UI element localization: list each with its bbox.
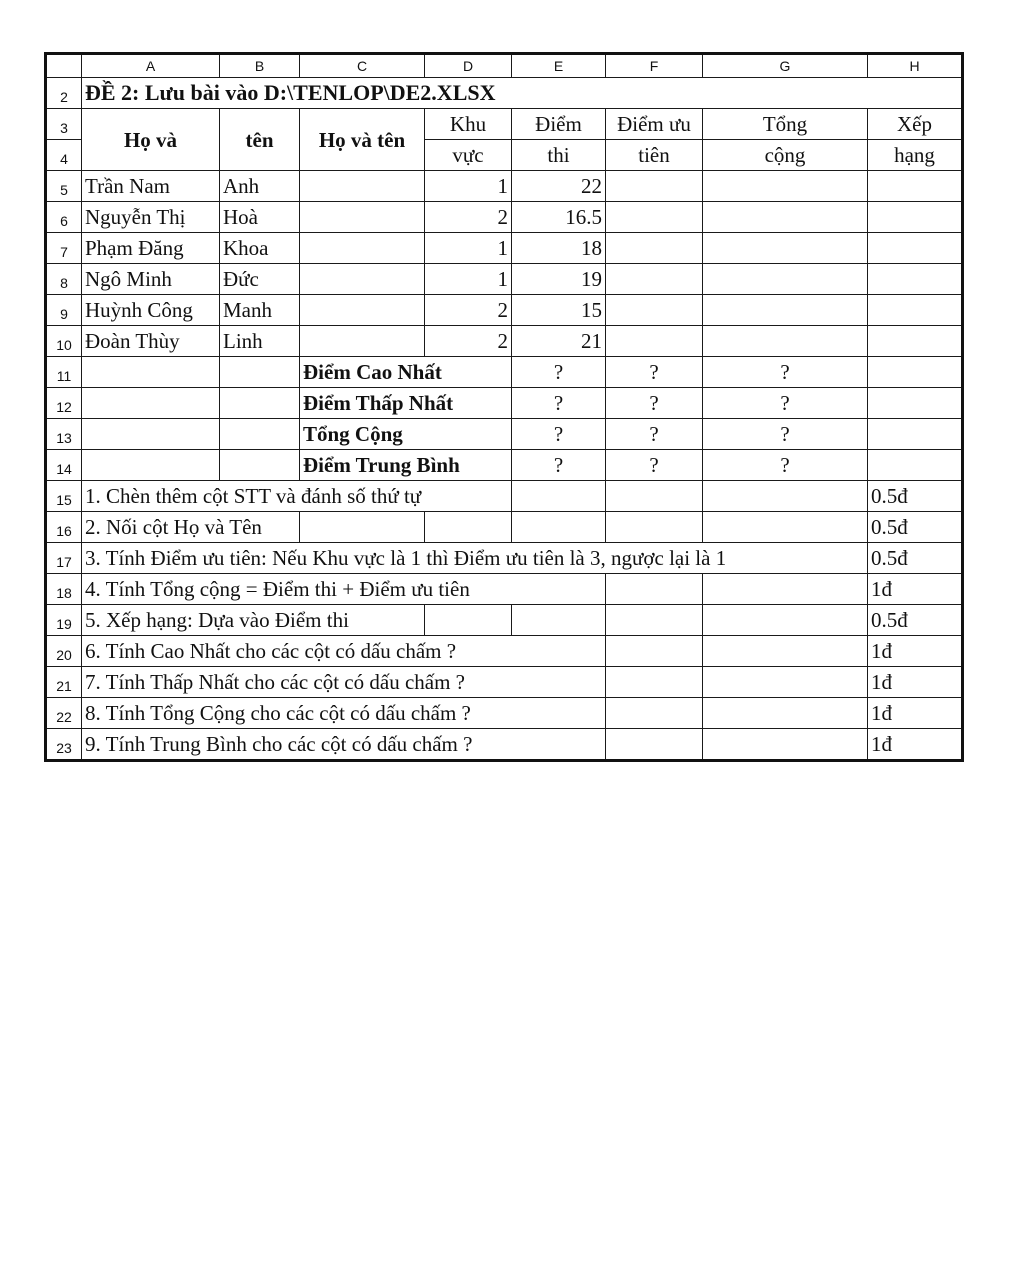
cell-ten[interactable]: Linh xyxy=(220,326,300,357)
task-score[interactable]: 1đ xyxy=(868,636,963,667)
stats-g-value[interactable]: ? xyxy=(703,388,868,419)
empty-cell[interactable] xyxy=(606,667,703,698)
task-row xyxy=(46,481,963,512)
column-header-a[interactable]: A xyxy=(82,54,220,78)
empty-cell[interactable] xyxy=(82,419,220,450)
task-row xyxy=(46,698,963,729)
row-number[interactable]: 6 xyxy=(46,202,82,233)
column-header-f[interactable]: F xyxy=(606,54,703,78)
cell-xep-hang[interactable] xyxy=(868,264,963,295)
task-row xyxy=(46,729,963,761)
task-score[interactable]: 1đ xyxy=(868,698,963,729)
cell-xep-hang[interactable] xyxy=(868,295,963,326)
empty-cell[interactable] xyxy=(703,512,868,543)
empty-cell[interactable] xyxy=(606,698,703,729)
empty-cell[interactable] xyxy=(512,605,606,636)
task-text[interactable]: 8. Tính Tổng Cộng cho các cột có dấu chấm ? xyxy=(82,698,606,729)
cell-ten[interactable]: Hoà xyxy=(220,202,300,233)
header-tong[interactable]: Tổng xyxy=(703,109,868,140)
empty-cell[interactable] xyxy=(82,357,220,388)
stats-g-value[interactable]: ? xyxy=(703,357,868,388)
cell-tong-cong[interactable] xyxy=(703,326,868,357)
column-header-row xyxy=(46,54,963,78)
stats-label[interactable]: Điểm Trung Bình xyxy=(300,450,512,481)
task-text[interactable]: 6. Tính Cao Nhất cho các cột có dấu chấm ? xyxy=(82,636,606,667)
column-header-d[interactable]: D xyxy=(425,54,512,78)
stats-f-value[interactable]: ? xyxy=(606,388,703,419)
empty-cell[interactable] xyxy=(868,419,963,450)
empty-cell[interactable] xyxy=(703,698,868,729)
student-row xyxy=(46,171,963,202)
empty-cell[interactable] xyxy=(606,636,703,667)
task-score[interactable]: 0.5đ xyxy=(868,543,963,574)
cell-ten[interactable]: Anh xyxy=(220,171,300,202)
empty-cell[interactable] xyxy=(512,481,606,512)
header-xep[interactable]: Xếp xyxy=(868,109,963,140)
empty-cell[interactable] xyxy=(606,574,703,605)
stats-row xyxy=(46,419,963,450)
cell-tong-cong[interactable] xyxy=(703,295,868,326)
header-row-1 xyxy=(46,109,963,140)
stats-g-value[interactable]: ? xyxy=(703,419,868,450)
stats-label[interactable]: Tổng Cộng xyxy=(300,419,512,450)
header-tien[interactable]: tiên xyxy=(606,140,703,171)
cell-ho-va-ten[interactable] xyxy=(300,171,425,202)
task-score[interactable]: 1đ xyxy=(868,667,963,698)
column-header-e[interactable]: E xyxy=(512,54,606,78)
sheet-title[interactable]: ĐỀ 2: Lưu bài vào D:\TENLOP\DE2.XLSX xyxy=(82,78,963,109)
row-number[interactable]: 15 xyxy=(46,481,82,512)
stats-g-value[interactable]: ? xyxy=(703,450,868,481)
cell-ho-va-ten[interactable] xyxy=(300,326,425,357)
header-cong[interactable]: cộng xyxy=(703,140,868,171)
task-text[interactable]: 7. Tính Thấp Nhất cho các cột có dấu chấm ? xyxy=(82,667,606,698)
spreadsheet-table xyxy=(44,52,964,762)
cell-xep-hang[interactable] xyxy=(868,171,963,202)
stats-f-value[interactable]: ? xyxy=(606,450,703,481)
cell-tong-cong[interactable] xyxy=(703,233,868,264)
stats-e-value[interactable]: ? xyxy=(512,419,606,450)
row-number[interactable]: 20 xyxy=(46,636,82,667)
cell-tong-cong[interactable] xyxy=(703,171,868,202)
empty-cell[interactable] xyxy=(703,481,868,512)
task-score[interactable]: 0.5đ xyxy=(868,512,963,543)
cell-ho-va-ten[interactable] xyxy=(300,295,425,326)
row-number[interactable]: 9 xyxy=(46,295,82,326)
cell-diem-thi[interactable]: 15 xyxy=(512,295,606,326)
task-text[interactable]: 1. Chèn thêm cột STT và đánh số thứ tự xyxy=(82,481,512,512)
stats-row xyxy=(46,357,963,388)
task-text[interactable]: 5. Xếp hạng: Dựa vào Điểm thi xyxy=(82,605,425,636)
empty-cell[interactable] xyxy=(606,481,703,512)
row-number[interactable]: 13 xyxy=(46,419,82,450)
row-number[interactable]: 11 xyxy=(46,357,82,388)
header-diem[interactable]: Điểm xyxy=(512,109,606,140)
student-row xyxy=(46,233,963,264)
header-ho-va-ten[interactable]: Họ và tên xyxy=(300,109,425,171)
cell-khu-vuc[interactable]: 2 xyxy=(425,295,512,326)
column-header-g[interactable]: G xyxy=(703,54,868,78)
stats-row xyxy=(46,388,963,419)
task-row xyxy=(46,574,963,605)
row-number[interactable]: 2 xyxy=(46,78,82,109)
corner-cell[interactable] xyxy=(46,54,82,78)
cell-khu-vuc[interactable]: 2 xyxy=(425,326,512,357)
row-number[interactable]: 4 xyxy=(46,140,82,171)
cell-khu-vuc[interactable]: 2 xyxy=(425,202,512,233)
empty-cell[interactable] xyxy=(512,512,606,543)
empty-cell[interactable] xyxy=(300,512,425,543)
cell-ho-va-ten[interactable] xyxy=(300,264,425,295)
task-score[interactable]: 0.5đ xyxy=(868,481,963,512)
task-score[interactable]: 0.5đ xyxy=(868,605,963,636)
task-row xyxy=(46,636,963,667)
header-ho-va[interactable]: Họ và xyxy=(82,109,220,171)
header-ten[interactable]: tên xyxy=(220,109,300,171)
empty-cell[interactable] xyxy=(868,357,963,388)
empty-cell[interactable] xyxy=(868,450,963,481)
cell-tong-cong[interactable] xyxy=(703,202,868,233)
empty-cell[interactable] xyxy=(868,388,963,419)
column-header-h[interactable]: H xyxy=(868,54,963,78)
task-text[interactable]: 9. Tính Trung Bình cho các cột có dấu chấm ? xyxy=(82,729,606,761)
cell-khu-vuc[interactable]: 1 xyxy=(425,233,512,264)
task-row xyxy=(46,543,963,574)
row-number[interactable]: 5 xyxy=(46,171,82,202)
cell-ten[interactable]: Đức xyxy=(220,264,300,295)
header-hang[interactable]: hạng xyxy=(868,140,963,171)
cell-ten[interactable]: Khoa xyxy=(220,233,300,264)
row-number[interactable]: 12 xyxy=(46,388,82,419)
cell-ho-va-ten[interactable] xyxy=(300,233,425,264)
task-row xyxy=(46,512,963,543)
student-row xyxy=(46,326,963,357)
empty-cell[interactable] xyxy=(606,512,703,543)
task-score[interactable]: 1đ xyxy=(868,729,963,761)
title-row xyxy=(46,78,963,109)
row-number[interactable]: 23 xyxy=(46,729,82,761)
row-number[interactable]: 3 xyxy=(46,109,82,140)
student-row xyxy=(46,202,963,233)
cell-diem-thi[interactable]: 22 xyxy=(512,171,606,202)
empty-cell[interactable] xyxy=(425,512,512,543)
task-row xyxy=(46,605,963,636)
cell-diem-thi[interactable]: 18 xyxy=(512,233,606,264)
cell-diem-uu-tien[interactable] xyxy=(606,295,703,326)
task-score[interactable]: 1đ xyxy=(868,574,963,605)
row-number[interactable]: 8 xyxy=(46,264,82,295)
cell-diem-uu-tien[interactable] xyxy=(606,233,703,264)
student-row xyxy=(46,295,963,326)
cell-tong-cong[interactable] xyxy=(703,264,868,295)
empty-cell[interactable] xyxy=(220,450,300,481)
cell-xep-hang[interactable] xyxy=(868,202,963,233)
row-number[interactable]: 18 xyxy=(46,574,82,605)
task-text[interactable]: 3. Tính Điểm ưu tiên: Nếu Khu vực là 1 thì Điểm ưu tiên là 3, ngược lại là 1 xyxy=(82,543,868,574)
empty-cell[interactable] xyxy=(220,419,300,450)
stats-f-value[interactable]: ? xyxy=(606,357,703,388)
row-number[interactable]: 22 xyxy=(46,698,82,729)
empty-cell[interactable] xyxy=(82,450,220,481)
stats-e-value[interactable]: ? xyxy=(512,357,606,388)
cell-diem-thi[interactable]: 16.5 xyxy=(512,202,606,233)
empty-cell[interactable] xyxy=(82,388,220,419)
task-text[interactable]: 2. Nối cột Họ và Tên xyxy=(82,512,300,543)
student-row xyxy=(46,264,963,295)
cell-diem-uu-tien[interactable] xyxy=(606,326,703,357)
row-number[interactable]: 21 xyxy=(46,667,82,698)
row-number[interactable]: 19 xyxy=(46,605,82,636)
cell-ho[interactable]: Ngô Minh xyxy=(82,264,220,295)
empty-cell[interactable] xyxy=(425,605,512,636)
empty-cell[interactable] xyxy=(703,636,868,667)
task-row xyxy=(46,667,963,698)
cell-xep-hang[interactable] xyxy=(868,326,963,357)
empty-cell[interactable] xyxy=(703,667,868,698)
row-number[interactable]: 14 xyxy=(46,450,82,481)
header-uutien[interactable]: Điểm ưu xyxy=(606,109,703,140)
empty-cell[interactable] xyxy=(220,388,300,419)
cell-ho[interactable]: Phạm Đăng xyxy=(82,233,220,264)
cell-ten[interactable]: Manh xyxy=(220,295,300,326)
empty-cell[interactable] xyxy=(606,729,703,761)
cell-khu-vuc[interactable]: 1 xyxy=(425,264,512,295)
cell-diem-uu-tien[interactable] xyxy=(606,264,703,295)
cell-diem-thi[interactable]: 19 xyxy=(512,264,606,295)
cell-diem-uu-tien[interactable] xyxy=(606,171,703,202)
cell-ho-va-ten[interactable] xyxy=(300,202,425,233)
cell-diem-uu-tien[interactable] xyxy=(606,202,703,233)
stats-label[interactable]: Điểm Cao Nhất xyxy=(300,357,512,388)
cell-ho[interactable]: Đoàn Thùy xyxy=(82,326,220,357)
empty-cell[interactable] xyxy=(220,357,300,388)
column-header-c[interactable]: C xyxy=(300,54,425,78)
stats-label[interactable]: Điểm Thấp Nhất xyxy=(300,388,512,419)
row-number[interactable]: 10 xyxy=(46,326,82,357)
cell-khu-vuc[interactable]: 1 xyxy=(425,171,512,202)
empty-cell[interactable] xyxy=(606,605,703,636)
row-number[interactable]: 16 xyxy=(46,512,82,543)
row-number[interactable]: 7 xyxy=(46,233,82,264)
header-vuc[interactable]: vực xyxy=(425,140,512,171)
cell-xep-hang[interactable] xyxy=(868,233,963,264)
empty-cell[interactable] xyxy=(703,574,868,605)
row-number[interactable]: 17 xyxy=(46,543,82,574)
cell-ho[interactable]: Trần Nam xyxy=(82,171,220,202)
task-text[interactable]: 4. Tính Tổng cộng = Điểm thi + Điểm ưu tiên xyxy=(82,574,606,605)
column-header-b[interactable]: B xyxy=(220,54,300,78)
stats-e-value[interactable]: ? xyxy=(512,450,606,481)
empty-cell[interactable] xyxy=(703,605,868,636)
cell-ho[interactable]: Nguyễn Thị xyxy=(82,202,220,233)
header-thi[interactable]: thi xyxy=(512,140,606,171)
header-khu[interactable]: Khu xyxy=(425,109,512,140)
stats-f-value[interactable]: ? xyxy=(606,419,703,450)
cell-ho[interactable]: Huỳnh Công xyxy=(82,295,220,326)
stats-row xyxy=(46,450,963,481)
stats-e-value[interactable]: ? xyxy=(512,388,606,419)
empty-cell[interactable] xyxy=(703,729,868,761)
cell-diem-thi[interactable]: 21 xyxy=(512,326,606,357)
